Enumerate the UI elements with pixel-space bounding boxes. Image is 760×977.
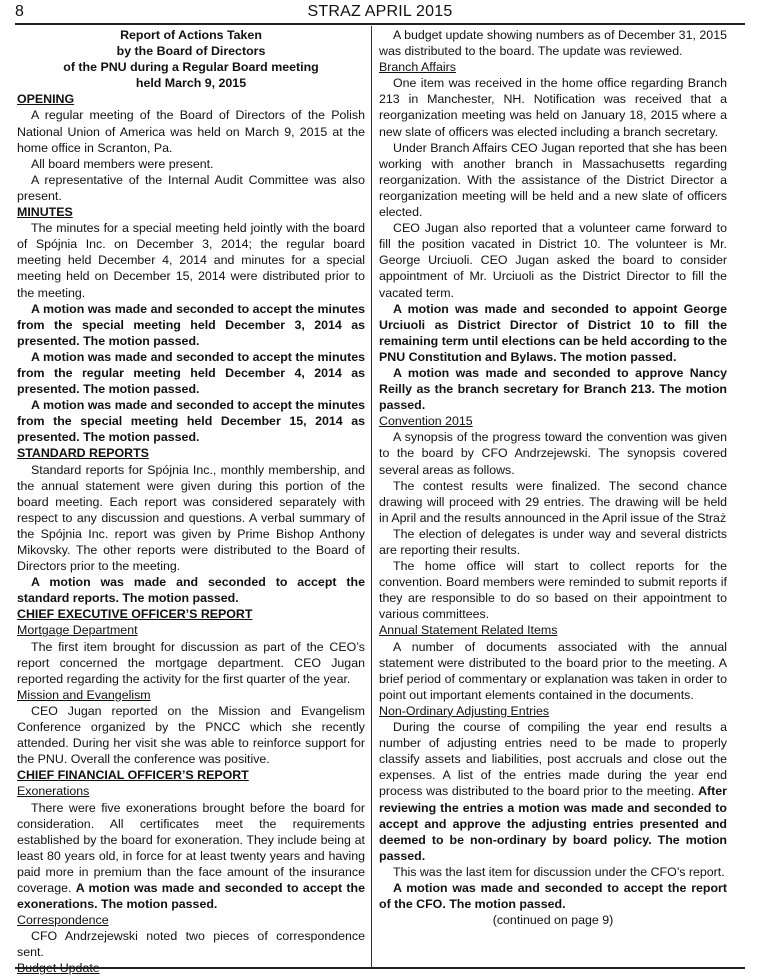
subsection-heading: Correspondence [17, 913, 109, 928]
header-rule [15, 23, 745, 25]
motion-paragraph: A motion was made and seconded to approve Nancy Reilly as the branch secretary for Branch 213. The motion passed. [379, 365, 727, 413]
body-paragraph: The contest results were finalized. The second chance drawing will proceed with 29 entries. The drawing will be held in April and the results announced in the April issue of the Straż [379, 478, 727, 525]
subsection-heading: Annual Statement Related Items [379, 623, 558, 638]
left-column-body [17, 91, 365, 976]
body-paragraph: The first item brought for discussion as part of the CEO’s report concerned the mortgage department. CEO Jugan reported regarding the activity for the first quarter of the year. [17, 639, 365, 686]
body-paragraph [379, 719, 727, 864]
subsection-heading: Exonerations [17, 784, 90, 799]
body-paragraph: Standard reports for Spójnia Inc., monthly membership, and the annual statement were given during this portion of the board meeting. Each report was considered separately with respect to any discussion and questions. A verbal summary of the Spójnia Inc. report was given by Prime Bishop Anthony Mikovsky. The other reports were distributed to the Board of Directors prior to the meeting. [17, 462, 365, 574]
subsection-heading: Budget Update [17, 961, 100, 976]
section-heading: CHIEF FINANCIAL OFFICER’S REPORT [17, 768, 249, 783]
subsection-heading: Convention 2015 [379, 414, 473, 429]
body-paragraph: The election of delegates is under way and several districts are reporting their results. [379, 526, 727, 557]
section-heading: MINUTES [17, 205, 73, 220]
section-heading: STANDARD REPORTS [17, 446, 149, 461]
paragraph-text: During the course of compiling the year end results a number of adjusting entries need to be made to properly classify assets and liabilities, post accruals and close out the expenses. A list of the entries made during the year end process was distributed to the board prior to the meeting. [379, 720, 727, 799]
right-column-body [379, 27, 727, 928]
motion-text: A motion was made and seconded to accept the exonerations. The motion passed. [17, 880, 365, 912]
section-heading: CHIEF EXECUTIVE OFFICER’S REPORT [17, 607, 253, 622]
article-title [17, 27, 365, 91]
running-head: STRAZ APRIL 2015 [307, 3, 453, 20]
motion-paragraph: A motion was made and seconded to accept the standard reports. The motion passed. [17, 575, 365, 606]
subsection-heading: Mortgage Department [17, 623, 138, 638]
footer-rule [15, 967, 745, 969]
title-line: Report of Actions Taken [120, 28, 262, 42]
body-paragraph: The minutes for a special meeting held jointly with the board of Spójnia Inc. on December 3, 2014; the regular board meeting held December 4, 2014 and minutes for a special meeting held on December 15, 2014 were distributed prior to the meeting. [17, 221, 365, 300]
body-paragraph: A representative of the Internal Audit Committee was also present. [17, 172, 365, 203]
motion-paragraph: A motion was made and seconded to accept the minutes from the regular meeting held December 4, 2014 as presented. The motion passed. [17, 349, 365, 397]
title-line: of the PNU during a Regular Board meeting [63, 60, 319, 75]
title-line: by the Board of Directors [116, 44, 266, 59]
paragraph-text: There were five exonerations brought before the board for consideration. All certificates meet the requirements established by the board for exoneration. They include being at least 80 years old, in force for at least twenty years and having paid more in premium than the face amount of the insurance coverage. [17, 800, 365, 895]
motion-paragraph: A motion was made and seconded to accept the minutes from the special meeting held December 15, 2014 as presented. The motion passed. [17, 398, 365, 445]
body-paragraph: CEO Jugan reported on the Mission and Evangelism Conference organized by the PNCC which she recently attended. During her visit she was able to reinforce support for the PNU. Overall the conference was positive. [17, 703, 365, 767]
body-paragraph: A number of documents associated with the annual statement were distributed to the board prior to the meeting. A brief period of commentary or explanation was taken in order to point out important elements contained in the documents. [379, 639, 727, 702]
motion-paragraph: A motion was made and seconded to appoint George Urciuoli as District Director of District 10 to fill the remaining term until elections can be held according to the PNU Constitution and Bylaws. The motion passed. [379, 301, 727, 364]
motion-paragraph: A motion was made and seconded to accept the minutes from the special meeting held December 3, 2014 as presented. The motion passed. [17, 301, 365, 348]
section-heading: OPENING [17, 92, 75, 107]
right-column [379, 27, 727, 928]
motion-text: After reviewing the entries a motion was made and seconded to accept and approve the adjusting entries presented and deemed to be non-ordinary by board policy. The motion passed. [379, 784, 727, 863]
continued-note: (continued on page 9) [492, 913, 614, 928]
column-divider [371, 26, 372, 968]
body-paragraph: All board members were present. [31, 156, 214, 171]
body-paragraph: The home office will start to collect reports for the convention. Board members were reminded to submit reports if they are responsible to do so based on their appointment to various committees. [379, 559, 727, 622]
left-column [17, 27, 365, 977]
body-paragraph [17, 800, 365, 913]
body-paragraph: CFO Andrzejewski noted two pieces of correspondence sent. [17, 929, 365, 960]
body-paragraph: Under Branch Affairs CEO Jugan reported that she has been working with another branch in Massachusetts regarding reorganization. With the assistance of the District Director a reorganization meeting will be held and a new slate of officers elected. [379, 140, 727, 220]
body-paragraph: CEO Jugan also reported that a volunteer came forward to fill the position vacated in District 10. The volunteer is Mr. George Urciuoli. CEO Jugan asked the board to consider appointment of Mr. Urciuoli as the District Director to fill the vacated term. [379, 221, 727, 300]
motion-paragraph: A motion was made and seconded to accept the report of the CFO. The motion passed. [379, 880, 727, 912]
subsection-heading: Mission and Evangelism [17, 687, 151, 702]
subsection-heading: Non-Ordinary Adjusting Entries [379, 703, 550, 718]
page-number: 8 [15, 3, 24, 20]
title-line: held March 9, 2015 [135, 76, 247, 91]
body-paragraph: A budget update showing numbers as of December 31, 2015 was distributed to the board. The update was reviewed. [379, 28, 727, 59]
body-paragraph: This was the last item for discussion under the CFO’s report. [393, 864, 725, 879]
body-paragraph: A synopsis of the progress toward the convention was given to the board by CFO Andrzejewski. The synopsis covered several areas as follows. [379, 430, 727, 477]
body-paragraph: A regular meeting of the Board of Directors of the Polish National Union of America was held on March 9, 2015 at the home office in Scranton, Pa. [17, 108, 365, 155]
body-paragraph: One item was received in the home office regarding Branch 213 in Manchester, NH. Notification was received that a reorganization meeting was held on January 18, 2015 where a new slate of officers was elected including a branch secretary. [379, 76, 727, 139]
subsection-heading: Branch Affairs [379, 60, 456, 75]
